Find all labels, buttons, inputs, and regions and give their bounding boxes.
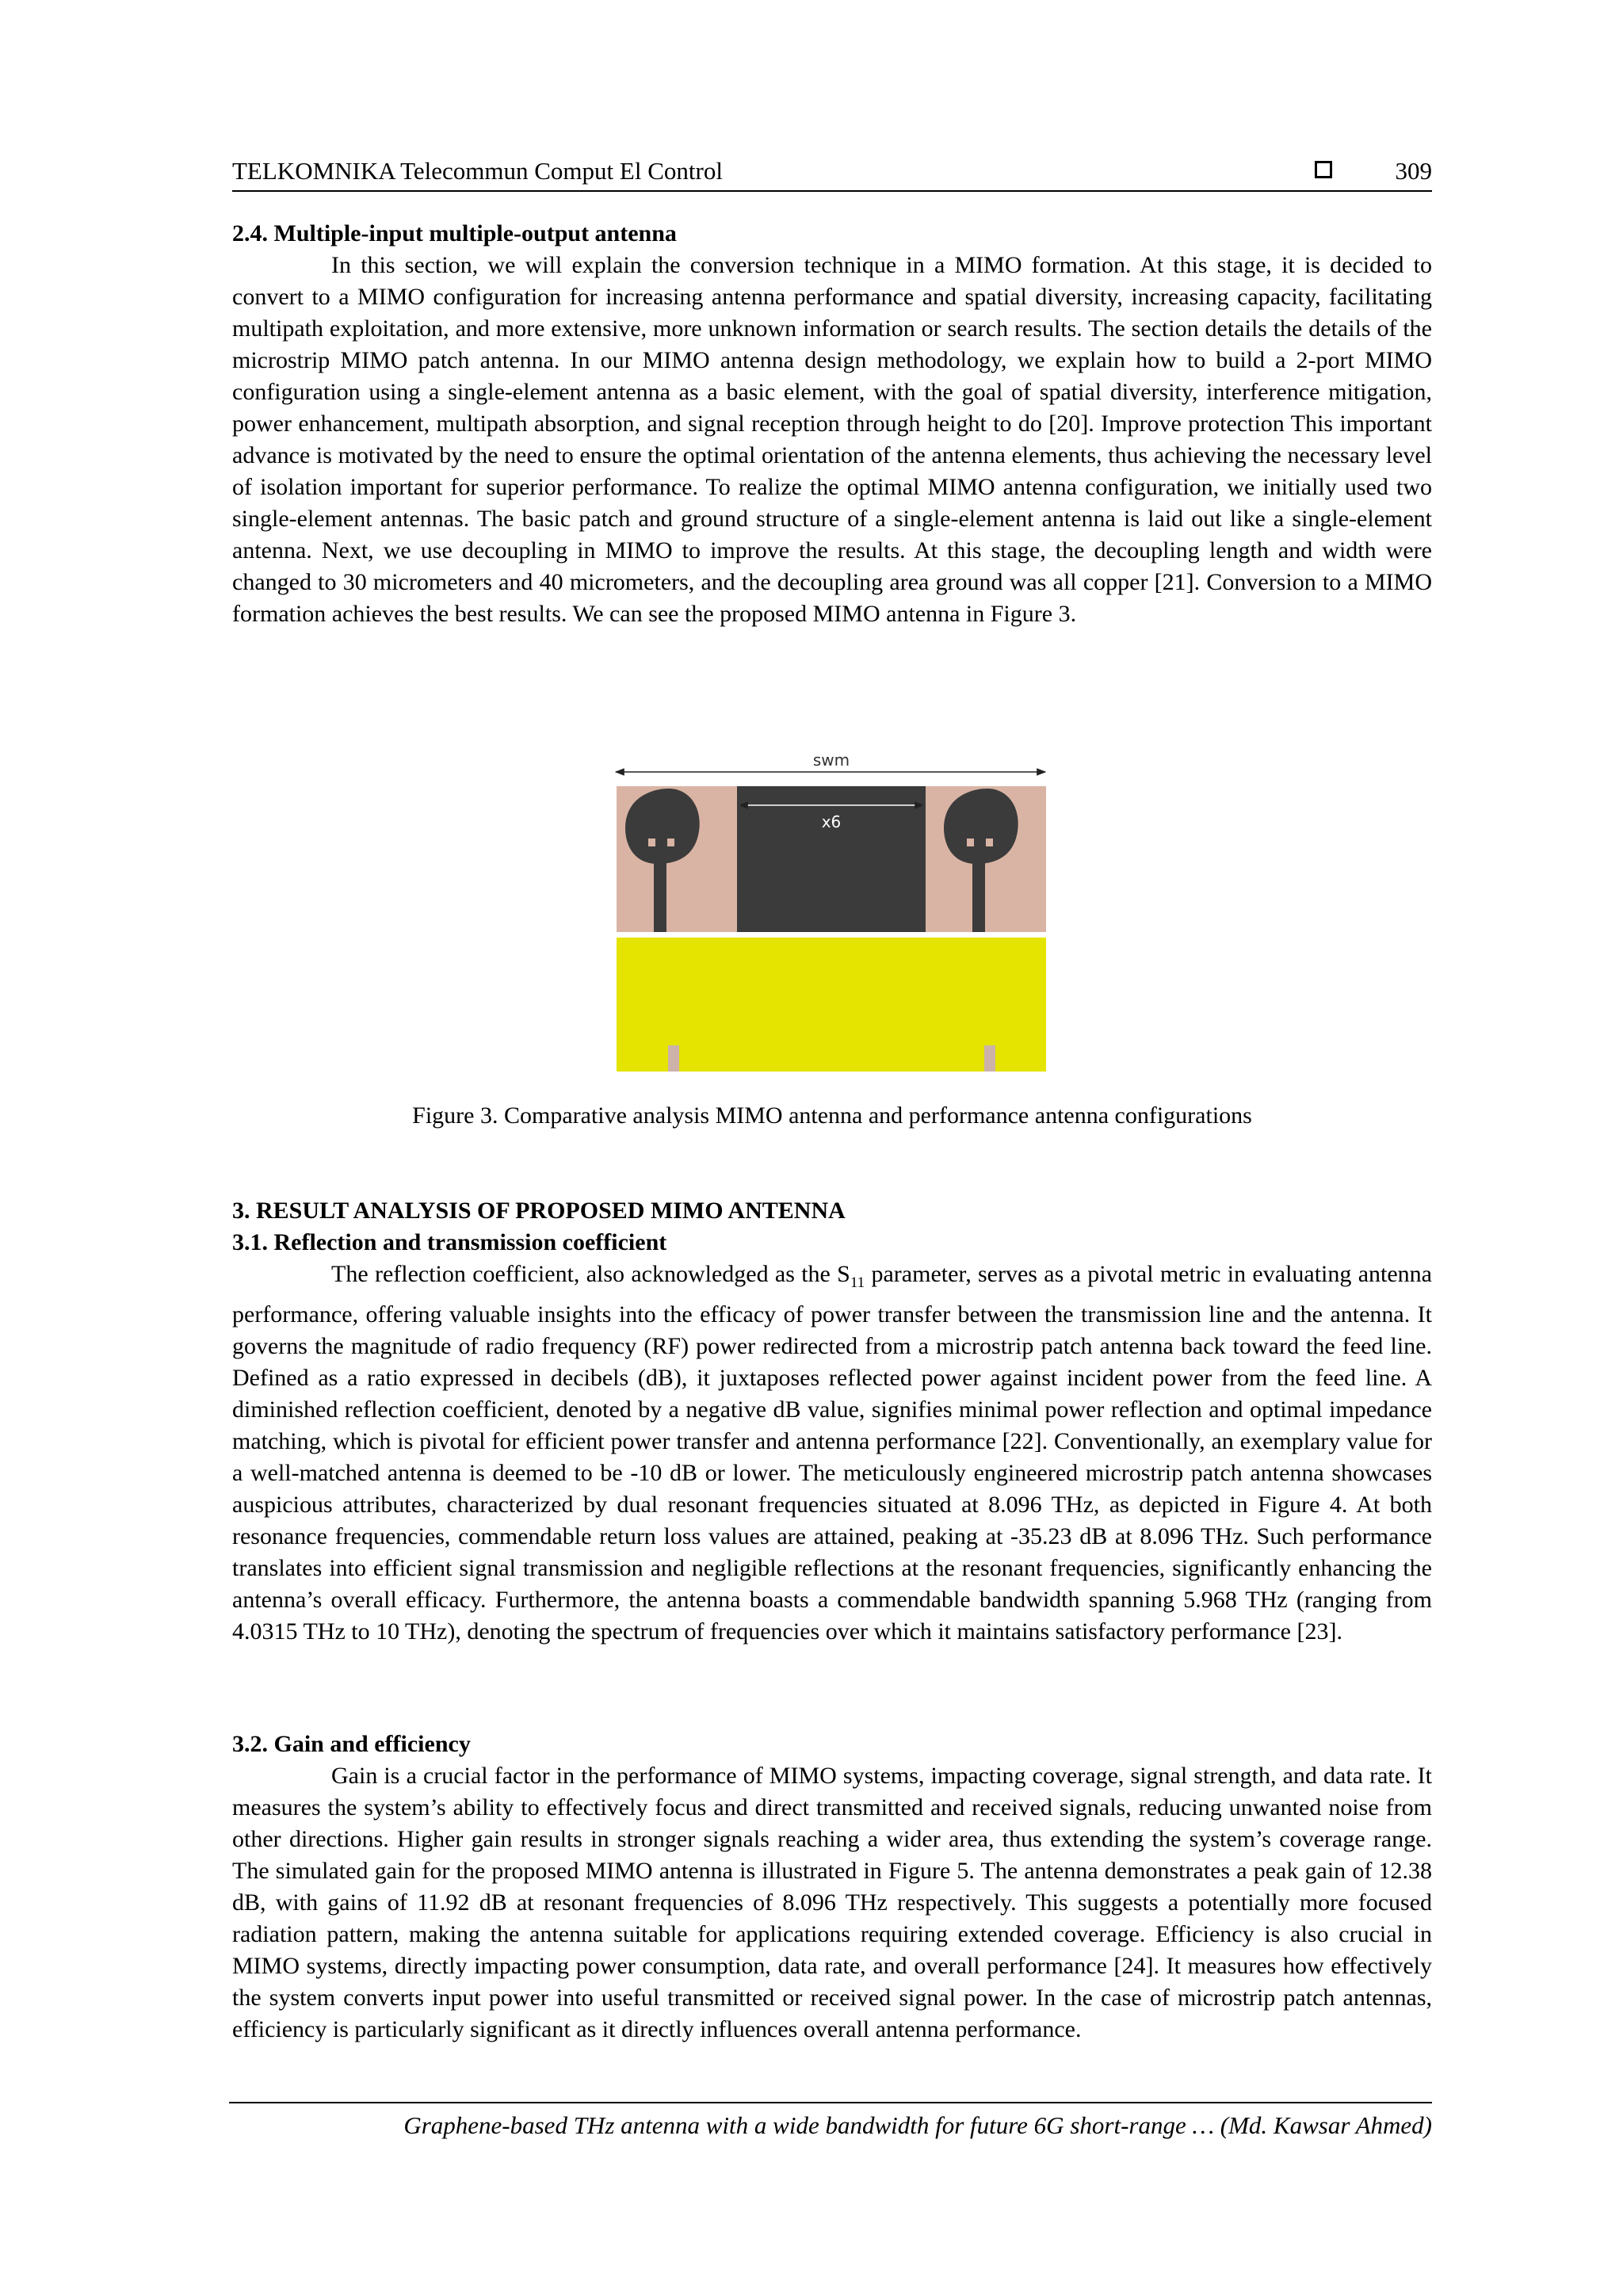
swm-label: swm bbox=[812, 751, 850, 770]
section-2-4 bbox=[232, 218, 1432, 630]
subscript-11: 11 bbox=[850, 1274, 865, 1291]
subsection-heading: 3.1. Reflection and transmission coefficient bbox=[232, 1229, 667, 1255]
section-heading: 3. RESULT ANALYSIS OF PROPOSED MIMO ANTENNA bbox=[232, 1198, 846, 1224]
subsection-heading: 3.2. Gain and efficiency bbox=[232, 1731, 471, 1757]
paragraph-text-start: The reflection coefficient, also acknowledged as the S bbox=[331, 1261, 850, 1287]
body-paragraph bbox=[232, 1259, 1432, 1648]
body-paragraph: In this section, we will explain the conversion technique in a MIMO formation. At this stage, it is decided to convert to a MIMO configuration for increasing antenna performance and spatial diversity, increasing capacity, facilitating multipath exploitation, and more extensive, more unknown information or search results. The section details the details of the microstrip MIMO patch antenna. In our MIMO antenna design methodology, we explain how to build a 2-port MIMO configuration using a single-element antenna as a basic element, with the goal of spatial diversity, interference mitigation, power enhancement, multipath absorption, and signal reception through height to do [20]. Improve protection This important advance is motivated by the need to ensure the optimal orientation of the antenna elements, thus achieving the necessary level of isolation important for superior performance. To realize the optimal MIMO antenna configuration, we initially used two single-element antennas. The basic patch and ground structure of a single-element antenna is laid out like a single-element antenna. Next, we use decoupling in MIMO to improve the results. At this stage, the decoupling length and width were changed to 30 micrometers and 40 micrometers, and the decoupling area ground was all copper [21]. Conversion to a MIMO formation achieves the best results. We can see the proposed MIMO antenna in Figure 3. bbox=[232, 252, 1432, 627]
journal-title: TELKOMNIKA Telecommun Comput El Control bbox=[232, 157, 723, 185]
decoupling-patch bbox=[737, 786, 926, 932]
square-bullet-icon bbox=[1315, 161, 1332, 178]
figure-mimo-antenna bbox=[613, 745, 1048, 1074]
x6-label: x6 bbox=[821, 812, 842, 831]
section-3 bbox=[232, 1195, 1432, 1648]
page-footer: Graphene-based THz antenna with a wide bandwidth for future 6G short-range … (Md. Kawsar Ahmed) bbox=[229, 2102, 1432, 2140]
page-header bbox=[232, 152, 1432, 192]
port-left bbox=[668, 1045, 679, 1072]
paragraph-text-end: parameter, serves as a pivotal metric in evaluating antenna performance, offering valuable insights into the efficacy of power transfer between the transmission line and the antenna. It governs the magnitude of radio frequency (RF) power redirected from a microstrip patch antenna back toward the feed line. Defined as a ratio expressed in decibels (dB), it juxtaposes reflected power against incident power from the feed line. A diminished reflection coefficient, denoted by a negative dB value, signifies minimal power reflection and optimal impedance matching, which is pivotal for efficient power transfer and antenna performance [22]. Conventionally, an exemplary value for a well-matched antenna is deemed to be -10 dB or lower. The meticulously engineered microstrip patch antenna showcases auspicious attributes, characterized by dual resonant frequencies situated at 8.096 THz, as depicted in Figure 4. At both resonance frequencies, commendable return loss values are attained, peaking at -35.23 dB at 8.096 THz. Such performance translates into efficient signal transmission and negligible reflections at the resonant frequencies, significantly enhancing the antenna’s overall efficacy. Furthermore, the antenna boasts a commendable bandwidth spanning 5.968 THz (ranging from 4.0315 THz to 10 THz), denoting the spectrum of frequencies over which it maintains satisfactory performance [23]. bbox=[232, 1261, 1432, 1645]
figure-caption: Figure 3. Comparative analysis MIMO antenna and performance antenna configurations bbox=[412, 1102, 1252, 1129]
port-right bbox=[984, 1045, 995, 1072]
section-heading: 2.4. Multiple-input multiple-output antenna bbox=[232, 220, 677, 246]
body-paragraph: Gain is a crucial factor in the performance of MIMO systems, impacting coverage, signal strength, and data rate. It measures the system’s ability to effectively focus and direct transmitted and received signals, reducing unwanted noise from other directions. Higher gain results in stronger signals reaching a wider area, thus extending the system’s coverage range. The simulated gain for the proposed MIMO antenna is illustrated in Figure 5. The antenna demonstrates a peak gain of 12.38 dB, with gains of 11.92 dB at resonant frequencies of 8.096 THz respectively. This suggests a potentially more focused radiation pattern, making the antenna suitable for applications requiring extended coverage. Efficiency is also crucial in MIMO systems, directly impacting power consumption, data rate, and overall performance [24]. It measures how effectively the system converts input power into useful transmitted or received signal power. In the case of microstrip patch antennas, efficiency is particularly significant as it directly influences overall antenna performance. bbox=[232, 1763, 1432, 2042]
page-number: 309 bbox=[1395, 157, 1432, 185]
ground-plane bbox=[617, 938, 1046, 1072]
section-3-2 bbox=[232, 1729, 1432, 2046]
